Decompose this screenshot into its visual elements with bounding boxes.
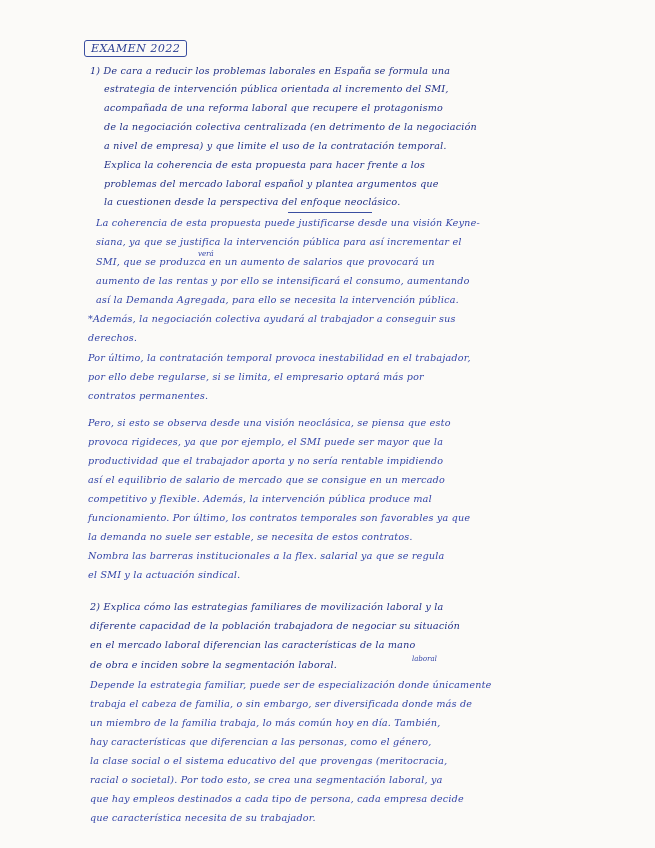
question1-line: de la negociación colectiva centralizada (en detrimento de la negociación xyxy=(104,122,477,133)
answer2-line: Depende la estrategia familiar, puede ser de especialización donde únicamente xyxy=(90,680,492,691)
answer1-line: por ello debe regularse, si se limita, el empresario optará más por xyxy=(88,372,424,383)
exam-title: EXAMEN 2022 xyxy=(91,42,181,55)
question1-line: a nivel de empresa) y que limite el uso de la contratación temporal. xyxy=(104,141,447,152)
answer2-line: la clase social o el sistema educativo del que provengas (meritocracia, xyxy=(90,756,448,767)
answer1-line: aumento de las rentas y por ello se intensificará el consumo, aumentando xyxy=(96,276,470,287)
underline-mark xyxy=(288,212,372,213)
answer2-line: un miembro de la familia trabaja, lo más común hoy en día. También, xyxy=(90,718,441,729)
answer1-line: productividad que el trabajador aporta y no sería rentable impidiendo xyxy=(88,456,444,467)
answer1-line: Por último, la contratación temporal provoca inestabilidad en el trabajador, xyxy=(88,353,471,364)
answer2-line: hay características que diferencian a las personas, como el género, xyxy=(90,737,432,748)
question2-line: de obra e inciden sobre la segmentación laboral. xyxy=(90,660,338,671)
answer1-line: derechos. xyxy=(88,333,138,344)
exam-title-box xyxy=(84,40,187,57)
question1-line: acompañada de una reforma laboral que recupere el protagonismo xyxy=(104,103,444,114)
answer1-line: la demanda no suele ser estable, se necesita de estos contratos. xyxy=(88,532,413,543)
answer1-line: Pero, si esto se observa desde una visión neoclásica, se piensa que esto xyxy=(88,418,451,429)
answer1-line: competitivo y flexible. Además, la intervención pública produce mal xyxy=(88,494,432,505)
answer1-line: La coherencia de esta propuesta puede justificarse desde una visión Keyne- xyxy=(96,218,480,229)
question2-line: diferente capacidad de la población trabajadora de negociar su situación xyxy=(90,621,461,632)
question2-line: 2) Explica cómo las estrategias familiares de movilización laboral y la xyxy=(90,602,444,613)
answer1-line: el SMI y la actuación sindical. xyxy=(88,570,241,581)
insertion-note: laboral xyxy=(412,655,437,663)
insertion-note: verá xyxy=(198,250,214,258)
question1-line: estrategia de intervención pública orientada al incremento del SMI, xyxy=(104,84,449,95)
answer2-line: que característica necesita de su trabajador. xyxy=(90,813,316,824)
question1-line: 1) De cara a reducir los problemas laborales en España se formula una xyxy=(90,66,451,77)
answer2-line: racial o societal). Por todo esto, se crea una segmentación laboral, ya xyxy=(90,775,443,786)
answer1-line: SMI, que se produzca en un aumento de salarios que provocará un xyxy=(96,257,435,268)
answer1-line: así la Demanda Agregada, para ello se necesita la intervención pública. xyxy=(96,295,459,306)
answer2-line: trabaja el cabeza de familia, o sin embargo, ser diversificada donde más de xyxy=(90,699,473,710)
answer1-line: así el equilibrio de salario de mercado que se consigue en un mercado xyxy=(88,475,445,486)
answer1-line: Nombra las barreras institucionales a la flex. salarial ya que se regula xyxy=(88,551,445,562)
answer1-line: provoca rigideces, ya que por ejemplo, el SMI puede ser mayor que la xyxy=(88,437,444,448)
answer2-line: que hay empleos destinados a cada tipo de persona, cada empresa decide xyxy=(90,794,464,805)
question1-line: Explica la coherencia de esta propuesta para hacer frente a los xyxy=(104,160,425,171)
question2-line: en el mercado laboral diferencian las características de la mano xyxy=(90,640,416,651)
answer1-line: funcionamiento. Por último, los contratos temporales son favorables ya que xyxy=(88,513,471,524)
question1-line: la cuestionen desde la perspectiva del enfoque neoclásico. xyxy=(104,197,401,208)
answer1-line: contratos permanentes. xyxy=(88,391,209,402)
answer1-line: *Además, la negociación colectiva ayudará al trabajador a conseguir sus xyxy=(88,314,456,325)
question1-line: problemas del mercado laboral español y plantea argumentos que xyxy=(104,179,439,190)
answer1-line: siana, ya que se justifica la intervención pública para así incrementar el xyxy=(96,237,462,248)
